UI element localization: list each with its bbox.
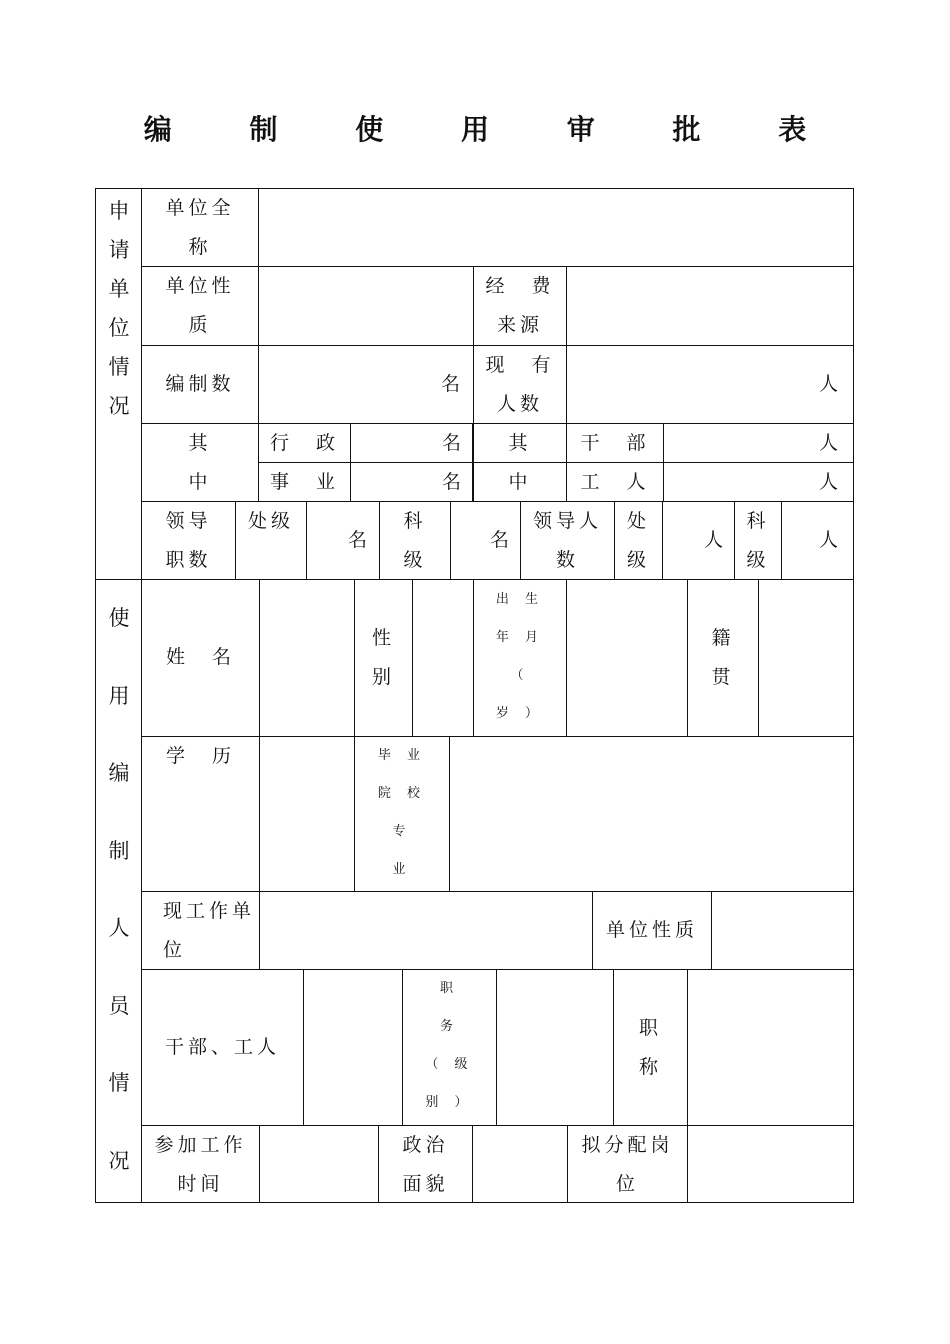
cadre-worker-label: 干部、工人 bbox=[164, 1036, 280, 1058]
side-char: 使 bbox=[108, 606, 130, 630]
birth-date-field[interactable] bbox=[568, 581, 686, 735]
col-divider bbox=[711, 891, 712, 970]
gender-field[interactable] bbox=[414, 581, 472, 735]
division-level2-label: 处 级 bbox=[626, 510, 650, 571]
unit-nature-field[interactable] bbox=[260, 267, 472, 344]
political-status-label: 政治 面貌 bbox=[402, 1134, 449, 1195]
division-level2-field[interactable]: 人 bbox=[703, 529, 727, 551]
side-char: 位 bbox=[108, 316, 130, 340]
post-level-label: 职 务 （ 级 别 ） bbox=[425, 981, 474, 1110]
side-char: 情 bbox=[108, 355, 130, 379]
public-field[interactable]: 名 bbox=[441, 471, 465, 493]
cadre-field[interactable]: 人 bbox=[818, 432, 842, 454]
school-major-field[interactable] bbox=[451, 737, 852, 890]
among-label-left: 其 中 bbox=[188, 432, 212, 493]
join-work-time-field[interactable] bbox=[261, 1126, 377, 1201]
side-char: 人 bbox=[108, 916, 130, 940]
unit-nature-field-2[interactable] bbox=[713, 892, 852, 968]
name-label: 姓 名 bbox=[165, 646, 235, 668]
col-divider bbox=[472, 1125, 473, 1203]
unit-fullname-label: 单位全 称 bbox=[165, 197, 235, 258]
side-char: 情 bbox=[108, 1071, 130, 1095]
division-level-label: 处级 bbox=[247, 510, 294, 532]
col-divider bbox=[412, 579, 413, 737]
post-level-field[interactable] bbox=[498, 970, 612, 1124]
col-divider bbox=[303, 969, 304, 1126]
section-level-field[interactable]: 名 bbox=[489, 529, 513, 551]
side-char: 单 bbox=[108, 277, 130, 301]
worker-field[interactable]: 人 bbox=[818, 471, 842, 493]
quota-field[interactable]: 名 bbox=[440, 373, 464, 395]
page-title: 编 制 使 用 审 批 表 bbox=[143, 113, 841, 146]
person-section-label bbox=[96, 580, 142, 1200]
leader-count-label: 领导人 数 bbox=[532, 510, 602, 571]
col-divider bbox=[566, 579, 567, 737]
professional-title-field[interactable] bbox=[689, 970, 852, 1124]
worker-label: 工 人 bbox=[580, 471, 650, 493]
join-work-time-label: 参加工作 时间 bbox=[154, 1134, 247, 1195]
col-divider bbox=[449, 736, 450, 892]
political-status-field[interactable] bbox=[474, 1126, 566, 1201]
side-char: 用 bbox=[108, 683, 130, 708]
side-char: 申 bbox=[108, 199, 130, 223]
table-border-right bbox=[853, 188, 854, 1203]
gender-label: 性 别 bbox=[371, 627, 395, 688]
col-divider bbox=[687, 969, 688, 1126]
education-label: 学 历 bbox=[165, 745, 235, 767]
col-divider bbox=[259, 736, 260, 892]
current-staff-label: 现 有 人数 bbox=[485, 354, 555, 415]
current-unit-field[interactable] bbox=[261, 892, 591, 968]
unit-nature-label: 单位性 质 bbox=[165, 275, 235, 336]
current-staff-field[interactable]: 人 bbox=[818, 373, 842, 395]
unit-nature-label-2: 单位性质 bbox=[605, 919, 698, 941]
col-divider bbox=[496, 969, 497, 1126]
quota-label: 编制数 bbox=[165, 373, 235, 395]
native-place-label: 籍 贯 bbox=[711, 627, 735, 688]
funding-source-label: 经 费 来源 bbox=[485, 275, 555, 336]
admin-label: 行 政 bbox=[269, 432, 339, 454]
col-divider bbox=[566, 266, 567, 424]
side-char: 况 bbox=[108, 394, 130, 418]
unit-fullname-field[interactable] bbox=[260, 189, 852, 265]
section-level-label: 科 级 bbox=[403, 510, 427, 571]
planned-post-field[interactable] bbox=[689, 1126, 852, 1201]
school-major-label: 毕 业 院 校 专 业 bbox=[377, 748, 427, 877]
current-unit-label: 现工作单 位 bbox=[163, 900, 256, 961]
section-level2-field[interactable]: 人 bbox=[818, 529, 842, 551]
among-label-right: 其 中 bbox=[508, 432, 532, 493]
leader-quota-label: 领导 职数 bbox=[165, 510, 212, 571]
birth-date-label: 出 生 年 月 （ 岁 ） bbox=[495, 592, 545, 721]
planned-post-label: 拟分配岗 位 bbox=[581, 1134, 674, 1195]
education-field[interactable] bbox=[261, 737, 353, 890]
funding-source-field[interactable] bbox=[568, 267, 852, 344]
cadre-label: 干 部 bbox=[580, 432, 650, 454]
professional-title-label: 职 称 bbox=[638, 1017, 662, 1078]
col-divider bbox=[687, 1125, 688, 1203]
cadre-worker-field[interactable] bbox=[305, 970, 401, 1124]
col-divider bbox=[259, 579, 260, 737]
side-char: 员 bbox=[108, 993, 130, 1018]
side-char: 请 bbox=[108, 238, 130, 262]
col-divider bbox=[758, 579, 759, 737]
native-place-field[interactable] bbox=[760, 581, 852, 735]
col-divider bbox=[259, 1125, 260, 1203]
side-char: 制 bbox=[108, 838, 130, 863]
side-char: 编 bbox=[108, 761, 130, 785]
side-char: 况 bbox=[108, 1148, 130, 1173]
admin-field[interactable]: 名 bbox=[441, 432, 465, 454]
section-level2-label: 科 级 bbox=[746, 510, 770, 571]
public-label: 事 业 bbox=[269, 471, 339, 493]
division-level-field[interactable]: 名 bbox=[347, 529, 371, 551]
applicant-section-label bbox=[96, 192, 142, 426]
col-divider bbox=[259, 891, 260, 970]
name-field[interactable] bbox=[261, 581, 353, 735]
